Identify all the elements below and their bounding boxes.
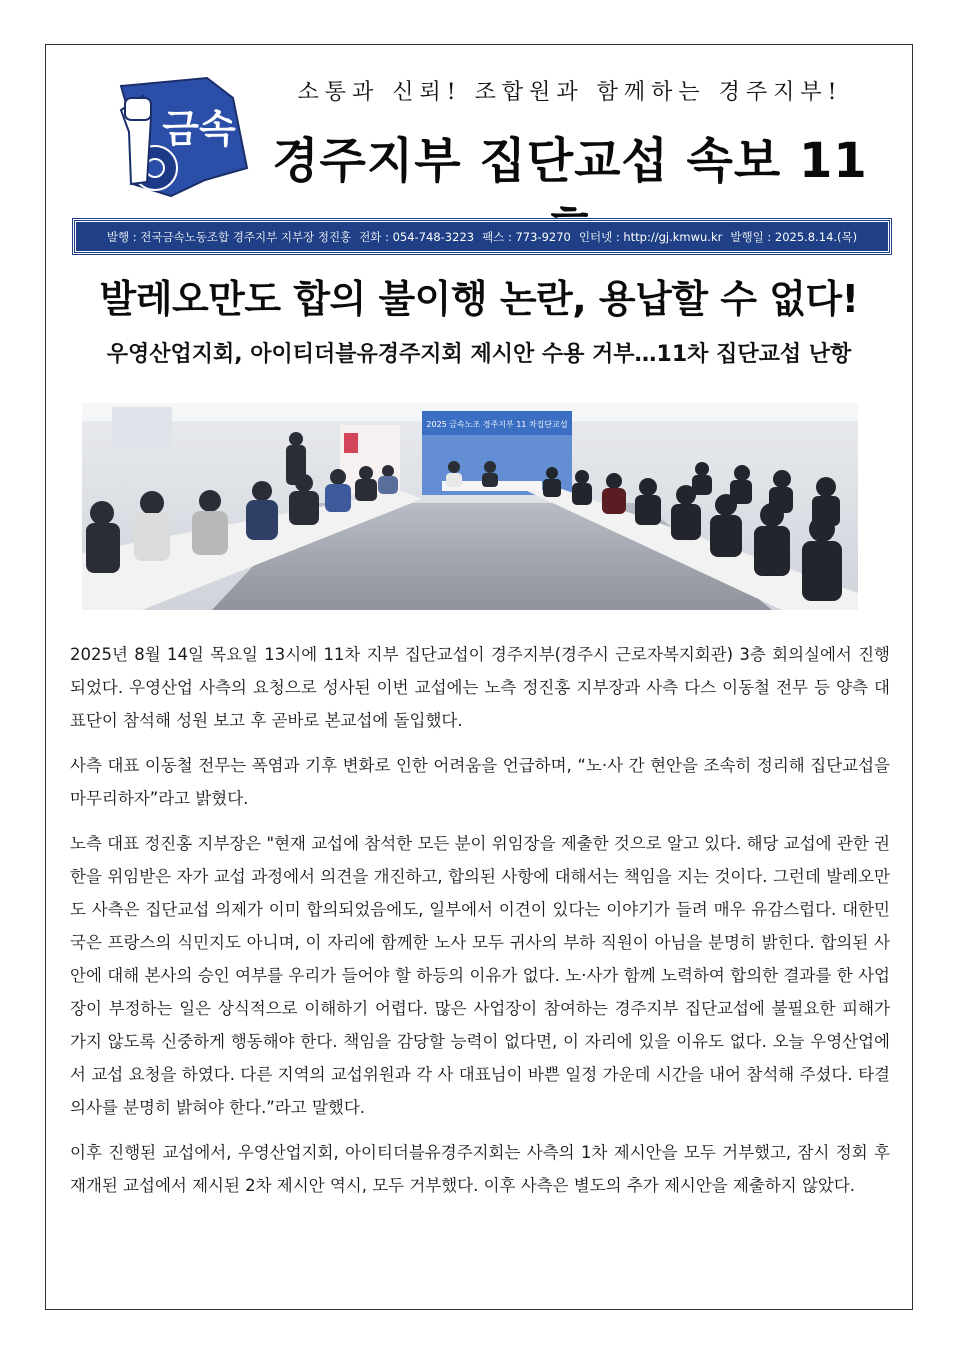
phone-info: 전화 : 054-748-3223 — [359, 229, 475, 244]
article-subhead: 우영산업지회, 아이티더블유경주지회 제시안 수용 거부…11차 집단교섭 난항 — [106, 342, 852, 367]
masthead-title: 경주지부 집단교섭 속보 11 — [272, 133, 868, 189]
website-link[interactable]: 인터넷 : http://gj.kmwu.kr — [578, 229, 723, 244]
photo-banner-text: 2025 금속노조 경주지부 11 차집단교섭 — [426, 420, 568, 429]
article-paragraph: 사측 대표 이동철 전무는 폭염과 기후 변화로 인한 어려움을 언급하며, “노·사 간 현안을 조속히 정리해 집단교섭을 마무리하자”라고 밝혔다. — [70, 756, 890, 808]
meeting-photo — [82, 403, 858, 610]
publisher-info: 발행 : 전국금속노동조합 경주지부 지부장 정진홍 — [106, 229, 352, 244]
article-paragraph: 노측 대표 정진홍 지부장은 "현재 교섭에 참석한 모든 분이 위임장을 제출한 것으로 알고 있다. 해당 교섭에 관한 권한을 위임받은 자가 교섭 과정에서 의견을 개진하고, 합의된 사항에 대해서는 책임을 지는 것이다. 그런데 발레오만도 사측은 집단교섭 의제가 이미 합의되었음에도, 일부에서 이견이 있다는 이야기가 들려 매우 유감스럽다. 대한민국은 프랑스의 식민지도 아니며, 이 자리에 함께한 노사 모두 귀사의 부하 직원이 아님을 분명히 밝힌다. 합의된 사안에 대해 본사의 승인 여부를 우리가 들어야 할 하등의 이유가 없다. 노·사가 함께 노력하여 합의한 결과를 한 사업장이 부정하는 일은 상식적으로 이해하기 어렵다. 많은 사업장이 참여하는 경주지부 집단교섭에 불필요한 피해가 가지 않도록 신중하게 행동해야 한다. 책임을 감당할 능력이 없다면, 이 자리에 있을 이유도 없다. 오늘 우영산업에서 교섭 요청을 하였다. 다른 지역의 교섭위원과 각 사 대표님이 바쁜 일정 가운데 시간을 내어 참석해 주셨다. 타결 의사를 분명히 밝혀야 한다.”라고 말했다. — [70, 834, 890, 1117]
article-headline: 발레오만도 합의 불이행 논란, 용납할 수 없다! — [99, 277, 859, 321]
fax-info: 팩스 : 773-9270 — [482, 229, 571, 244]
union-logo — [107, 72, 252, 200]
article-body — [70, 638, 890, 1214]
issue-date: 발행일 : 2025.8.14.(목) — [730, 229, 858, 244]
publication-info-bar — [73, 219, 891, 254]
article-paragraph: 2025년 8월 14일 목요일 13시에 11차 지부 집단교섭이 경주지부(경주시 근로자복지회관) 3층 회의실에서 진행되었다. 우영산업 사측의 요청으로 성사된 이번 교섭에는 노측 정진홍 지부장과 사측 다스 이동철 전무 등 양측 대표단이 참석해 성원 보고 후 곧바로 본교섭에 돌입했다. — [70, 645, 890, 730]
slogan: 소통과 신뢰! 조합원과 함께하는 경주지부! — [297, 80, 843, 105]
article-paragraph: 이후 진행된 교섭에서, 우영산업지회, 아이티더블유경주지회는 사측의 1차 제시안을 모두 거부했고, 잠시 정회 후 재개된 교섭에서 제시된 2차 제시안 역시, 모두 거부했다. 이후 사측은 별도의 추가 제시안을 제출하지 않았다. — [70, 1143, 890, 1195]
logo-text: 금속 — [162, 107, 236, 151]
